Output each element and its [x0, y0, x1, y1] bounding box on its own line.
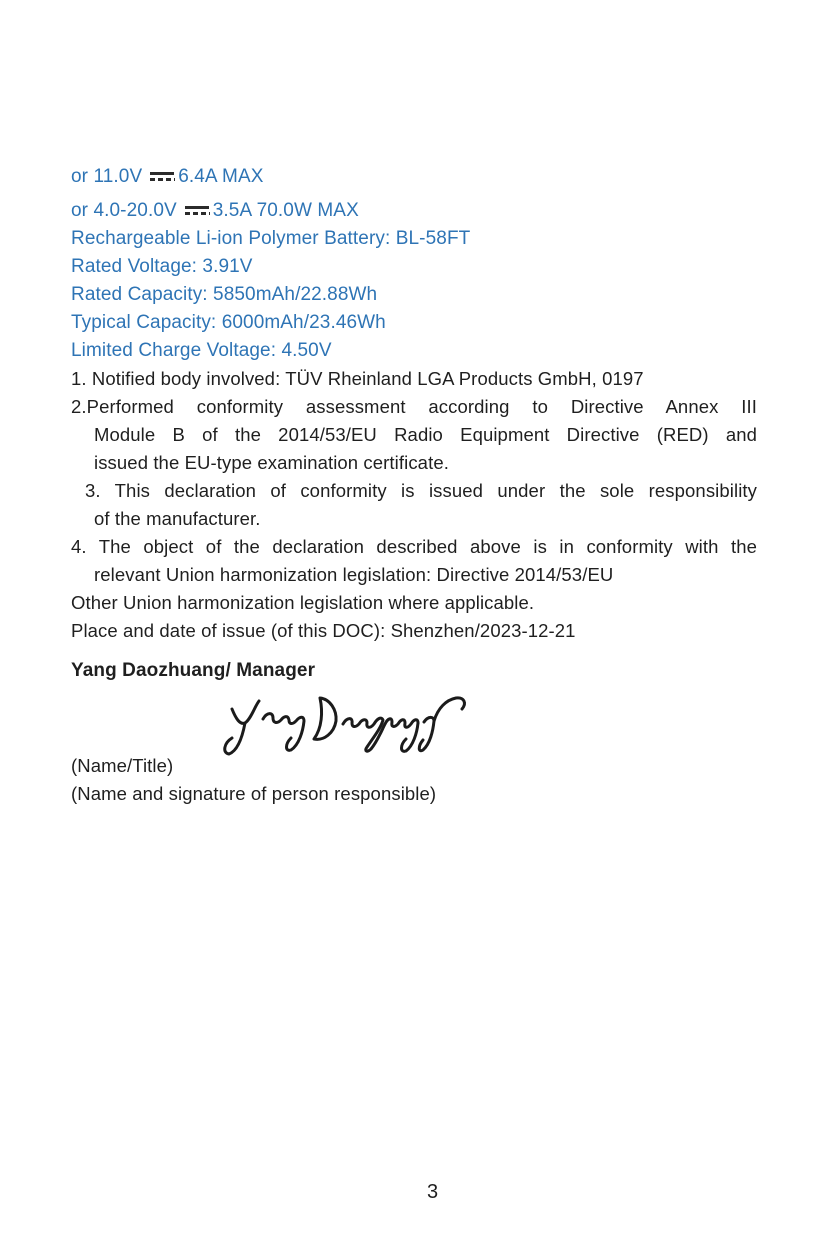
declaration-item-3-line-1: 3. This declaration of conformity is issued under the sole responsibility: [85, 480, 757, 501]
declaration-item-3-line-2: of the manufacturer.: [94, 508, 261, 529]
handwritten-signature: [219, 688, 471, 766]
rated-voltage-line: Rated Voltage: 3.91V: [71, 256, 253, 277]
power-spec-line-2-post: 3.5A 70.0W MAX: [212, 200, 359, 221]
signatory-name-title: Yang Daozhuang/ Manager: [71, 660, 316, 681]
signature-area: [71, 685, 757, 752]
declaration-item-2-line-3: issued the EU-type examination certificate.: [94, 452, 449, 473]
typical-capacity-line: Typical Capacity: 6000mAh/23.46Wh: [71, 312, 386, 333]
power-spec-line-1-post: 6.4A MAX: [178, 166, 264, 187]
power-spec-line-1: [71, 163, 757, 191]
limited-charge-voltage-line: Limited Charge Voltage: 4.50V: [71, 340, 332, 361]
power-spec-line-2-pre: or 4.0-20.0V: [71, 200, 177, 221]
declaration-item-2-line-1: 2.Performed conformity assessment according to Directive Annex III: [71, 396, 757, 417]
battery-model-line: Rechargeable Li-ion Polymer Battery: BL-58FT: [71, 228, 471, 249]
doc-content: [71, 163, 757, 808]
caption-name-title: (Name/Title): [71, 755, 174, 776]
declaration-item-4-line-2: relevant Union harmonization legislation: Directive 2014/53/EU: [94, 564, 614, 585]
place-date-line: Place and date of issue (of this DOC): Shenzhen/2023-12-21: [71, 620, 576, 641]
page-number: 3: [426, 1181, 439, 1203]
power-spec-line-2: [71, 197, 757, 225]
dc-symbol-icon: [150, 169, 175, 183]
power-spec-line-1-pre: or 11.0V: [71, 166, 143, 187]
other-legislation-line: Other Union harmonization legislation where applicable.: [71, 592, 535, 613]
declaration-item-4-line-1: 4. The object of the declaration described above is in conformity with the: [71, 536, 757, 557]
declaration-item-2-line-2: Module B of the 2014/53/EU Radio Equipment Directive (RED) and: [94, 424, 757, 445]
dc-symbol-icon: [185, 203, 210, 217]
caption-responsible: (Name and signature of person responsible): [71, 783, 437, 804]
rated-capacity-line: Rated Capacity: 5850mAh/22.88Wh: [71, 284, 378, 305]
declaration-item-1: 1. Notified body involved: TÜV Rheinland LGA Products GmbH, 0197: [71, 368, 644, 389]
